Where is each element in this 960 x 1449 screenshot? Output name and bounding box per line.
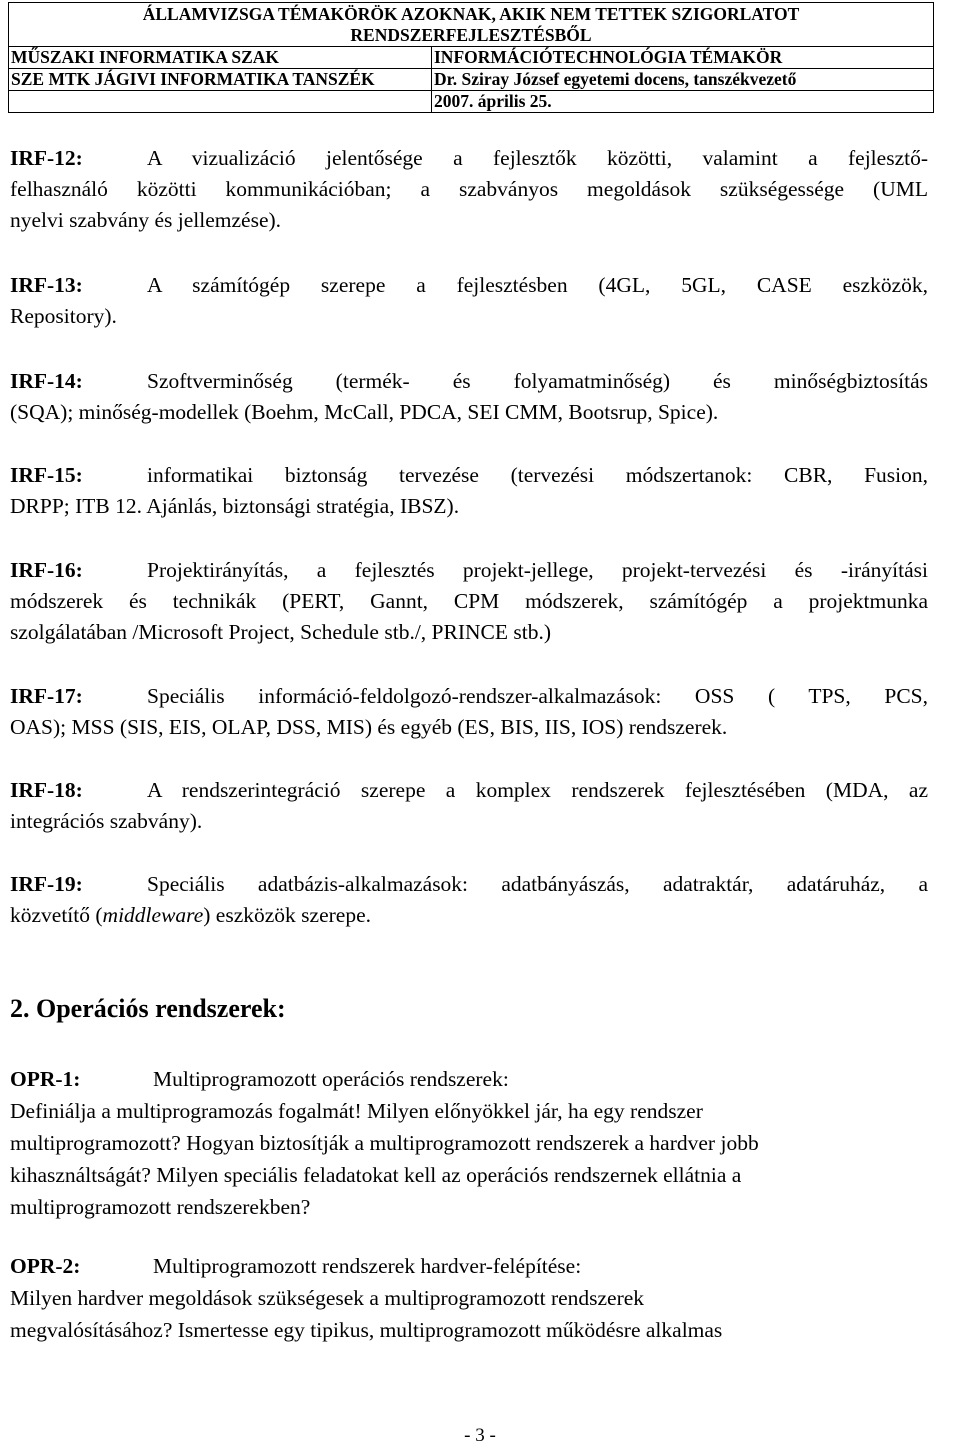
header-title-line1: ÁLLAMVIZSGA TÉMAKÖRÖK AZOKNAK, AKIK NEM TETTEK SZIGORLATOT bbox=[142, 4, 800, 24]
topic-text: informatikai biztonság tervezése (tervezési módszertanok: CBR, Fusion, bbox=[147, 463, 928, 487]
topic-heading: Multiprogramozott rendszerek hardver-felépítése: bbox=[153, 1254, 582, 1278]
header-department: MŰSZAKI INFORMATIKA SZAK bbox=[9, 47, 432, 68]
topic-irf-16 bbox=[10, 555, 928, 648]
topic-line: szolgálatában /Microsoft Project, Schedule stb./, PRINCE stb.) bbox=[10, 620, 551, 644]
topic-text: közvetítő ( bbox=[10, 903, 103, 927]
topic-line bbox=[10, 1063, 928, 1095]
topic-opr-1 bbox=[10, 1063, 928, 1223]
topic-line bbox=[10, 775, 928, 806]
topic-line: módszerek és technikák (PERT, Gannt, CPM módszerek, számítógép a projektmunka bbox=[10, 589, 928, 613]
topic-text: Projektirányítás, a fejlesztés projekt-jellege, projekt-tervezési és -irányítási bbox=[147, 558, 928, 582]
topic-irf-12 bbox=[10, 143, 928, 236]
topic-line bbox=[10, 681, 928, 712]
topic-code: IRF-19: bbox=[10, 872, 83, 896]
topic-line: DRPP; ITB 12. Ajánlás, biztonsági stratégia, IBSZ). bbox=[10, 494, 460, 518]
topic-line bbox=[10, 460, 928, 491]
topic-line: integrációs szabvány). bbox=[10, 809, 203, 833]
header-author: Dr. Sziray József egyetemi docens, tanszékvezető bbox=[434, 69, 797, 89]
topic-text: ) eszközök szerepe. bbox=[203, 903, 371, 927]
header-row-3 bbox=[9, 90, 933, 112]
header-empty-cell bbox=[9, 91, 432, 112]
topic-irf-15 bbox=[10, 460, 928, 522]
topic-text: A rendszerintegráció szerepe a komplex rendszerek fejlesztésében (MDA, az bbox=[147, 778, 928, 802]
topic-line bbox=[10, 366, 928, 397]
topic-line bbox=[10, 869, 928, 900]
topic-code: OPR-1: bbox=[10, 1067, 81, 1091]
document-header bbox=[8, 2, 934, 113]
topic-line bbox=[10, 270, 928, 301]
header-title-line2: RENDSZERFEJLESZTÉSBŐL bbox=[350, 25, 592, 45]
topic-code: IRF-14: bbox=[10, 369, 83, 393]
page-number: - 3 - bbox=[464, 1425, 496, 1446]
topic-text: Speciális adatbázis-alkalmazások: adatbányászás, adatraktár, adatáruház, a bbox=[147, 872, 928, 896]
topic-line: Milyen hardver megoldások szükségesek a multiprogramozott rendszerek bbox=[10, 1286, 645, 1310]
topic-italic-term: middleware bbox=[102, 903, 204, 927]
topic-line: multiprogramozott? Hogyan biztosítják a multiprogramozott rendszerek a hardver jobb bbox=[10, 1131, 759, 1155]
topic-code: IRF-18: bbox=[10, 778, 83, 802]
topic-irf-19 bbox=[10, 869, 928, 931]
topic-code: IRF-16: bbox=[10, 558, 83, 582]
topic-code: OPR-2: bbox=[10, 1254, 81, 1278]
topic-code: IRF-13: bbox=[10, 273, 83, 297]
header-institute: SZE MTK JÁGIVI INFORMATIKA TANSZÉK bbox=[9, 69, 432, 90]
topic-code: IRF-15: bbox=[10, 463, 83, 487]
header-row-2 bbox=[9, 68, 933, 90]
header-date: 2007. április 25. bbox=[434, 91, 552, 111]
topic-line: nyelvi szabvány és jellemzése). bbox=[10, 208, 282, 232]
header-row-1 bbox=[9, 47, 933, 68]
topic-irf-17 bbox=[10, 681, 928, 743]
topic-line: Definiálja a multiprogramozás fogalmát! Milyen előnyökkel jár, ha egy rendszer bbox=[10, 1099, 703, 1123]
topic-code: IRF-12: bbox=[10, 146, 83, 170]
topic-line bbox=[10, 900, 928, 931]
topic-text: A számítógép szerepe a fejlesztésben (4GL, 5GL, CASE eszközök, bbox=[147, 273, 928, 297]
topic-line: felhasználó közötti kommunikációban; a szabványos megoldások szükségessége (UML bbox=[10, 177, 928, 201]
topic-line: kihasználtságát? Milyen speciális feladatokat kell az operációs rendszernek ellátnia a bbox=[10, 1163, 742, 1187]
section-title: 2. Operációs rendszerek: bbox=[10, 994, 286, 1023]
topic-line: OAS); MSS (SIS, EIS, OLAP, DSS, MIS) és egyéb (ES, BIS, IIS, IOS) rendszerek. bbox=[10, 715, 728, 739]
topic-irf-18 bbox=[10, 775, 928, 837]
topic-line: megvalósításához? Ismertesse egy tipikus, multiprogramozott működésre alkalmas bbox=[10, 1318, 723, 1342]
topic-irf-13 bbox=[10, 270, 928, 332]
topic-opr-2 bbox=[10, 1250, 928, 1346]
topic-line bbox=[10, 1250, 928, 1282]
topic-text: Speciális információ-feldolgozó-rendszer-alkalmazások: OSS ( TPS, PCS, bbox=[147, 684, 928, 708]
topic-text: Szoftverminőség (termék- és folyamatminőség) és minőségbiztosítás bbox=[147, 369, 928, 393]
topic-line bbox=[10, 143, 928, 174]
header-title bbox=[9, 3, 933, 47]
topic-line: Repository). bbox=[10, 304, 117, 328]
topic-line bbox=[10, 555, 928, 586]
topic-line: multiprogramozott rendszerekben? bbox=[10, 1195, 311, 1219]
header-topic: INFORMÁCIÓTECHNOLÓGIA TÉMAKÖR bbox=[434, 47, 783, 67]
topic-line: (SQA); minőség-modellek (Boehm, McCall, PDCA, SEI CMM, Bootsrup, Spice). bbox=[10, 400, 719, 424]
topic-code: IRF-17: bbox=[10, 684, 83, 708]
topic-text: A vizualizáció jelentősége a fejlesztők közötti, valamint a fejlesztő- bbox=[147, 146, 928, 170]
topic-irf-14 bbox=[10, 366, 928, 428]
topic-heading: Multiprogramozott operációs rendszerek: bbox=[153, 1067, 509, 1091]
